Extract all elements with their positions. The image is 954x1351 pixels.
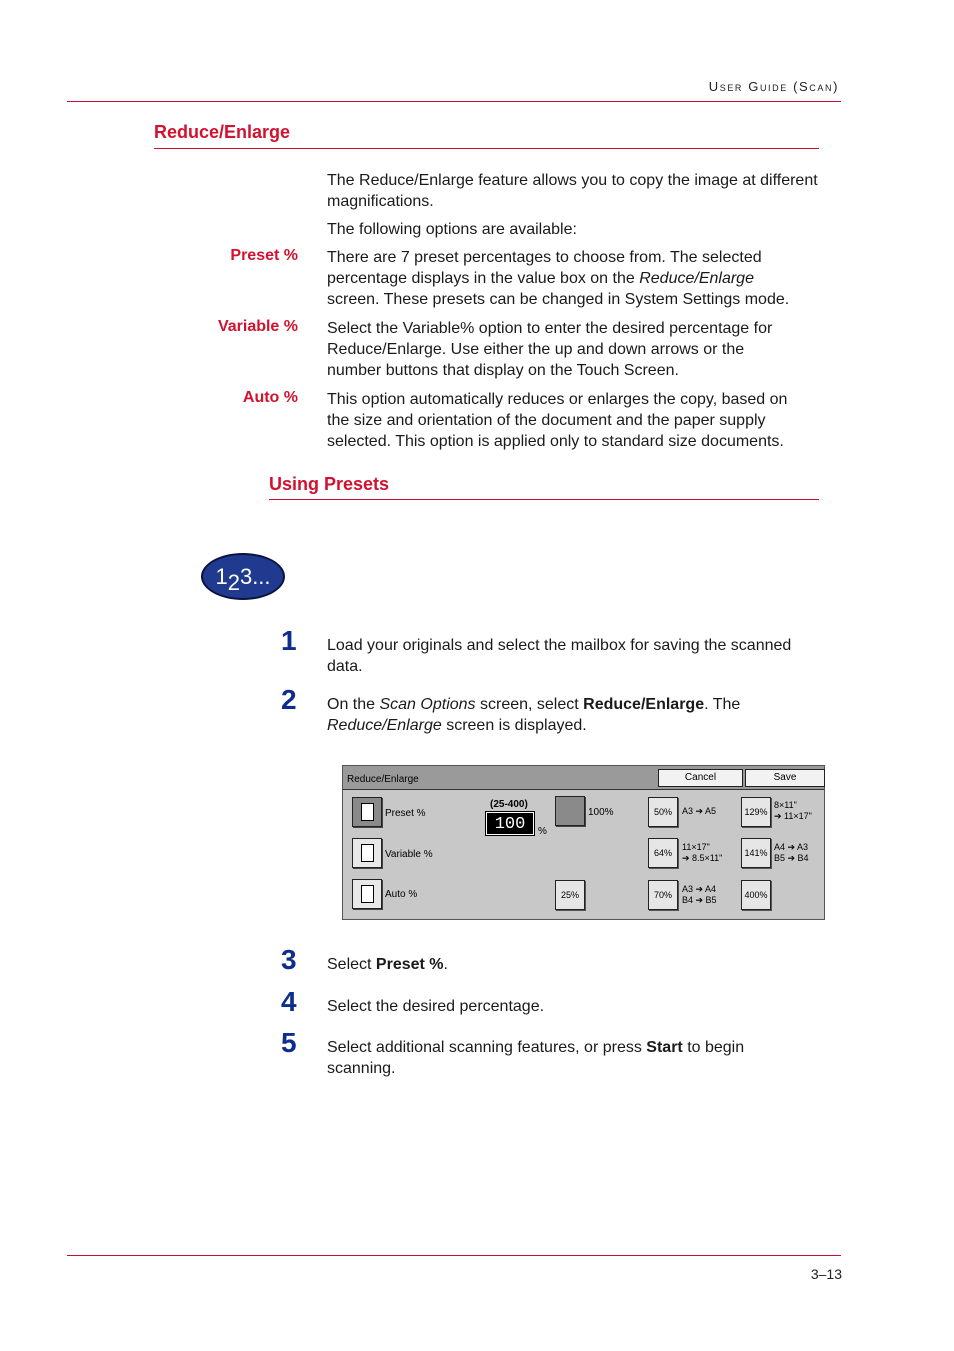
screen-title-bar bbox=[343, 766, 824, 790]
text: . The bbox=[704, 696, 741, 713]
line: screen. These presets can be changed in System Settings mode. bbox=[327, 291, 790, 308]
header-rule bbox=[67, 101, 841, 102]
line: 11×17" bbox=[682, 842, 710, 852]
step-2-text bbox=[327, 694, 847, 736]
step-number: 3 bbox=[281, 944, 297, 975]
text-bold: Start bbox=[646, 1039, 683, 1056]
line: A3 ➔ A4 bbox=[682, 884, 717, 894]
text-italic: Reduce/Enlarge bbox=[327, 717, 442, 734]
line: Reduce/Enlarge. Use either the up and down arrows or the bbox=[327, 341, 745, 358]
cancel-button[interactable]: Cancel bbox=[658, 769, 743, 787]
text: percentage displays in the value box on the bbox=[327, 270, 640, 287]
subsection-rule bbox=[269, 499, 819, 500]
step-4-text: Select the desired percentage. bbox=[327, 998, 545, 1015]
line: 8×11" bbox=[774, 800, 797, 810]
section-title: Reduce/Enlarge bbox=[154, 122, 291, 142]
option-preset-desc bbox=[327, 247, 847, 310]
text: . bbox=[443, 956, 448, 973]
term-variable: Variable % bbox=[217, 318, 298, 335]
preset-50-button[interactable]: 50% bbox=[648, 797, 678, 827]
line: This option automatically reduces or enlarges the copy, based on bbox=[327, 391, 788, 408]
text-bold: Reduce/Enlarge bbox=[583, 696, 705, 713]
preset-141-desc bbox=[774, 842, 809, 864]
text: screen, select bbox=[475, 696, 584, 713]
variable-mode-icon[interactable] bbox=[352, 838, 382, 868]
line: Load your originals and select the mailbox for saving the scanned bbox=[327, 637, 792, 654]
preset-mode-label: Preset % bbox=[385, 808, 426, 819]
preset-129-button[interactable]: 129% bbox=[741, 797, 771, 827]
steps-badge-icon bbox=[201, 553, 285, 600]
option-auto-desc bbox=[327, 389, 847, 452]
preset-400-button[interactable]: 400% bbox=[741, 880, 771, 910]
running-head: User Guide (Scan) bbox=[708, 79, 839, 94]
preset-25-button[interactable]: 25% bbox=[555, 880, 585, 910]
line: B4 ➔ B5 bbox=[682, 895, 717, 905]
option-variable-desc bbox=[327, 318, 847, 381]
line: number buttons that display on the Touch Screen. bbox=[327, 362, 679, 379]
preset-70-desc bbox=[682, 884, 717, 906]
step-number: 4 bbox=[281, 986, 297, 1017]
screen-title: Reduce/Enlarge bbox=[347, 774, 419, 785]
options-intro: The following options are available: bbox=[327, 221, 577, 238]
line: data. bbox=[327, 658, 363, 675]
range-label: (25-400) bbox=[490, 799, 528, 810]
preset-64-desc bbox=[682, 842, 722, 864]
text-italic: Reduce/Enlarge bbox=[639, 270, 754, 287]
current-percentage-indicator bbox=[555, 796, 585, 826]
preset-141-button[interactable]: 141% bbox=[741, 838, 771, 868]
section-rule bbox=[154, 148, 819, 149]
line: ➔ 8.5×11" bbox=[682, 853, 723, 863]
line: ➔ 11×17" bbox=[774, 811, 812, 821]
step-number: 5 bbox=[281, 1027, 297, 1058]
badge-digit: 1 bbox=[215, 563, 228, 589]
text-italic: Scan Options bbox=[379, 696, 476, 713]
line: B5 ➔ B4 bbox=[774, 853, 809, 863]
text: screen is displayed. bbox=[441, 717, 587, 734]
unit-label: % bbox=[538, 826, 547, 837]
save-button[interactable]: Save bbox=[745, 769, 825, 787]
preset-64-button[interactable]: 64% bbox=[648, 838, 678, 868]
text: On the bbox=[327, 696, 380, 713]
line: Select the Variable% option to enter the desired percentage for bbox=[327, 320, 773, 337]
text: to begin bbox=[682, 1039, 745, 1056]
variable-mode-label: Variable % bbox=[385, 849, 433, 860]
step-3-text bbox=[327, 954, 448, 975]
step-number: 1 bbox=[281, 625, 297, 656]
page-number: 3–13 bbox=[810, 1266, 842, 1282]
line: the size and orientation of the document and the paper supply bbox=[327, 412, 766, 429]
text-bold: Preset % bbox=[375, 956, 444, 973]
text: Select bbox=[327, 956, 376, 973]
current-percentage-label: 100% bbox=[588, 807, 614, 818]
percentage-value-box: 100 bbox=[486, 812, 534, 835]
line: There are 7 preset percentages to choose from. The selected bbox=[327, 249, 762, 266]
subsection-title: Using Presets bbox=[269, 474, 390, 494]
line: A4 ➔ A3 bbox=[774, 842, 809, 852]
badge-digit: 2 bbox=[227, 569, 240, 595]
footer-rule bbox=[67, 1255, 841, 1256]
step-5-text bbox=[327, 1037, 847, 1079]
line: A3 ➔ A5 bbox=[682, 806, 717, 816]
line bbox=[327, 694, 847, 715]
document-icon bbox=[361, 844, 374, 862]
line bbox=[327, 1037, 847, 1058]
document-icon bbox=[361, 885, 374, 903]
preset-50-desc bbox=[682, 806, 716, 817]
step-1-text bbox=[327, 635, 847, 677]
line bbox=[327, 268, 847, 289]
intro-paragraph: The Reduce/Enlarge feature allows you to copy the image at different magnifications. bbox=[327, 172, 818, 210]
text: Select additional scanning features, or press bbox=[327, 1039, 647, 1056]
step-number: 2 bbox=[281, 684, 297, 715]
auto-mode-icon[interactable] bbox=[352, 879, 382, 909]
line: scanning. bbox=[327, 1060, 396, 1077]
badge-digit: 3... bbox=[239, 563, 271, 589]
preset-mode-icon[interactable] bbox=[352, 797, 382, 827]
document-icon bbox=[361, 803, 374, 821]
term-auto: Auto % bbox=[242, 389, 298, 406]
reduce-enlarge-screen bbox=[342, 765, 825, 920]
term-preset: Preset % bbox=[230, 247, 298, 264]
auto-mode-label: Auto % bbox=[385, 889, 418, 900]
preset-129-desc bbox=[774, 800, 812, 822]
preset-70-button[interactable]: 70% bbox=[648, 880, 678, 910]
line: selected. This option is applied only to standard size documents. bbox=[327, 433, 784, 450]
line bbox=[327, 715, 847, 736]
